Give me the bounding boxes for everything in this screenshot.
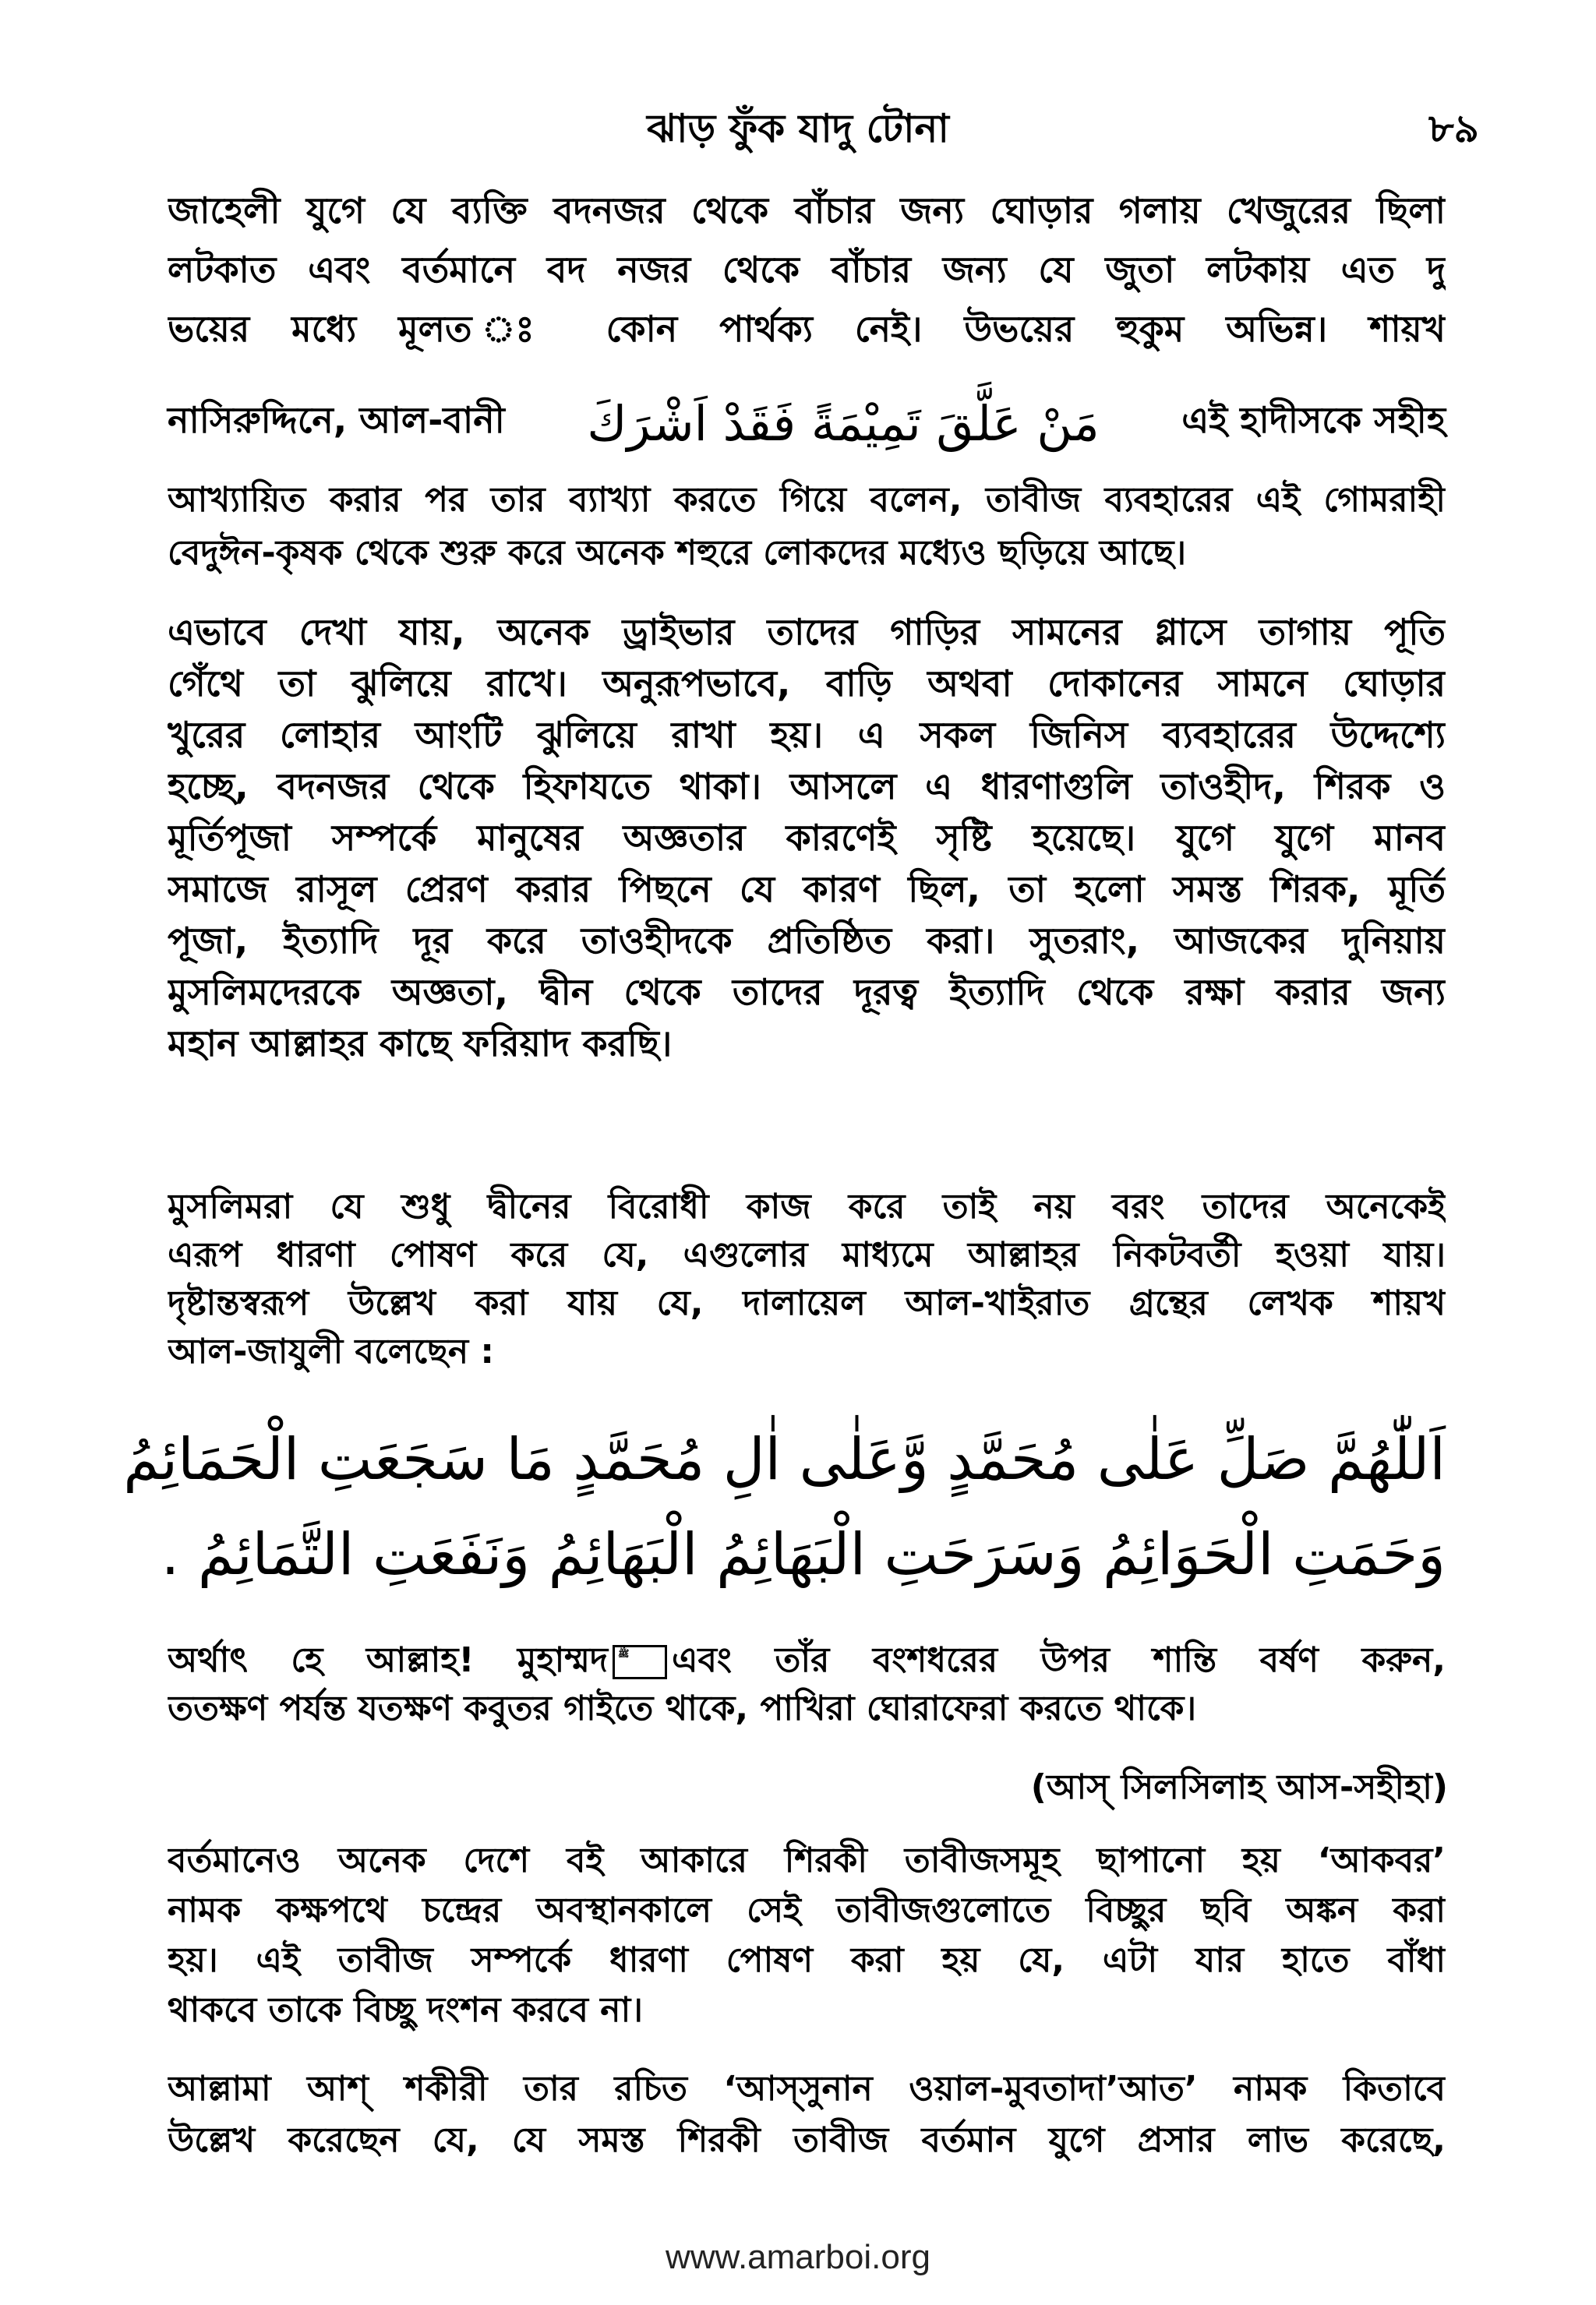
text-line: বর্তমানেও অনেক দেশে বই আকারে শিরকী তাবীজসমূহ ছাপানো হয় ‘আকবর’ [168, 1841, 1446, 1880]
text-line: ভয়ের মধ্যে মূলত ঃ কোন পার্থক্য নেই। উভয়ের হুকুম অভিন্ন। শায়খ [168, 308, 1446, 350]
text-line: আল-জাযুলী বলেছেন : [168, 1332, 495, 1371]
arabic-dua-line: وَحَمَتِ الْحَوَائِمُ وَسَرَحَتِ الْبَهَائِمُ الْبَهَائِمُ وَنَفَعَتِ التَّمَائِمُ . [161, 1521, 1446, 1588]
text-line: হয়। এই তাবীজ সম্পর্কে ধারণা পোষণ করা হয় যে, এটা যার হাতে বাঁধা [168, 1940, 1446, 1980]
text-line [168, 1636, 1446, 1685]
text-line: নামক কক্ষপথে চন্দ্রের অবস্থানকালে সেই তাবীজগুলোতে বিচ্ছুর ছবি অঙ্কন করা [168, 1890, 1446, 1930]
text-line: সমাজে রাসূল প্রেরণ করার পিছনে যে কারণ ছিল, তা হলো সমস্ত শিরক, মূর্তি [168, 868, 1446, 910]
text-line: লটকাত এবং বর্তমানে বদ নজর থেকে বাঁচার জন্য যে জুতা লটকায় এত দু [168, 249, 1446, 291]
paragraph-6 [168, 2063, 1446, 2166]
paragraph-1-continued [168, 474, 1446, 580]
text-line: গেঁথে তা ঝুলিয়ে রাখে। অনুরূপভাবে, বাড়ি অথবা দোকানের সামনে ঘোড়ার [168, 662, 1446, 704]
salawat-symbol: ﷺ [613, 1645, 667, 1679]
text-line: পূজা, ইত্যাদি দূর করে তাওহীদকে প্রতিষ্ঠিত করা। সুতরাং, আজকের দুনিয়ায় [168, 920, 1446, 962]
text-line: ততক্ষণ পর্যন্ত যতক্ষণ কবুতর গাইতে থাকে, পাখিরা ঘোরাফেরা করতে থাকে। [168, 1689, 1197, 1728]
hadith-line-prefix: নাসিরুদ্দিনে, আল-বানী [168, 399, 505, 441]
paragraph-2 [168, 606, 1446, 1069]
paragraph-5 [168, 1836, 1446, 2035]
text-line: হচ্ছে, বদনজর থেকে হিফাযতে থাকা। আসলে এ ধারণাগুলি তাওহীদ, শিরক ও [168, 765, 1446, 807]
translation-prefix: অর্থাৎ হে আল্লাহ! মুহাম্মদ [168, 1640, 608, 1680]
text-line: মুসলিমরা যে শুধু দ্বীনের বিরোধী কাজ করে তাই নয় বরং তাদের অনেকেই [168, 1187, 1446, 1227]
paragraph-3 [168, 1183, 1446, 1376]
running-header-title: ঝাড় ফুঁক যাদু টোনা [647, 106, 949, 151]
hadith-line-suffix: এই হাদীসকে সহীহ [1181, 399, 1446, 441]
text-line: আখ্যায়িত করার পর তার ব্যাখ্যা করতে গিয়ে বলেন, তাবীজ ব্যবহারের এই গোমরাহী [168, 480, 1446, 520]
text-line: মুসলিমদেরকে অজ্ঞতা, দ্বীন থেকে তাদের দূরত্ব ইত্যাদি থেকে রক্ষা করার জন্য [168, 971, 1446, 1013]
text-line: এভাবে দেখা যায়, অনেক ড্রাইভার তাদের গাড়ির সামনের গ্লাসে তাগায় পূতি [168, 611, 1446, 653]
source-citation: (আস্ সিলসিলাহ আস-সহীহা) [1030, 1767, 1448, 1807]
text-line: জাহেলী যুগে যে ব্যক্তি বদনজর থেকে বাঁচার জন্য ঘোড়ার গলায় খেজুরের ছিলা [168, 189, 1446, 231]
paragraph-4-translation [168, 1636, 1446, 1733]
text-line: বেদুঈন-কৃষক থেকে শুরু করে অনেক শহুরে লোকদের মধ্যেও ছড়িয়ে আছে। [168, 533, 1187, 573]
text-line: খুরের লোহার আংটি ঝুলিয়ে রাখা হয়। এ সকল জিনিস ব্যবহারের উদ্দেশ্যে [168, 714, 1446, 756]
footer-website: www.amarboi.org [666, 2238, 930, 2276]
text-line: উল্লেখ করেছেন যে, যে সমস্ত শিরকী তাবীজ বর্তমান যুগে প্রসার লাভ করেছে, [168, 2120, 1446, 2160]
translation-suffix: এবং তাঁর বংশধরের উপর শান্তি বর্ষণ করুন, [672, 1640, 1446, 1680]
hadith-line [168, 380, 1446, 466]
text-line: এরূপ ধারণা পোষণ করে যে, এগুলোর মাধ্যমে আল্লাহর নিকটবর্তী হওয়া যায়। [168, 1235, 1446, 1275]
page-number: ৮৯ [1428, 106, 1479, 151]
paragraph-1 [168, 181, 1446, 358]
text-line: মূর্তিপূজা সম্পর্কে মানুষের অজ্ঞতার কারণেই সৃষ্টি হয়েছে। যুগে যুগে মানব [168, 817, 1446, 859]
arabic-dua [123, 1412, 1446, 1602]
arabic-hadith-text: مَنْ عَلَّقَ تَمِيْمَةً فَقَدْ اَشْرَكَ [587, 394, 1100, 452]
text-line: আল্লামা আশ্ শকীরী তার রচিত ‘আস্সুনান ওয়াল-মুবতাদা’আত’ নামক কিতাবে [168, 2069, 1446, 2109]
arabic-dua-line: اَللّٰهُمَّ صَلِّ عَلٰى مُحَمَّدٍ وَّعَلٰى اٰلِ مُحَمَّدٍ مَا سَجَعَتِ الْحَمَائِمُ [123, 1426, 1446, 1493]
text-line: দৃষ্টান্তস্বরূপ উল্লেখ করা যায় যে, দালায়েল আল-খাইরাত গ্রন্থের লেখক শায়খ [168, 1283, 1446, 1323]
text-line: থাকবে তাকে বিচ্ছু দংশন করবে না। [168, 1990, 644, 2030]
text-line: মহান আল্লাহর কাছে ফরিয়াদ করছি। [168, 1022, 673, 1064]
